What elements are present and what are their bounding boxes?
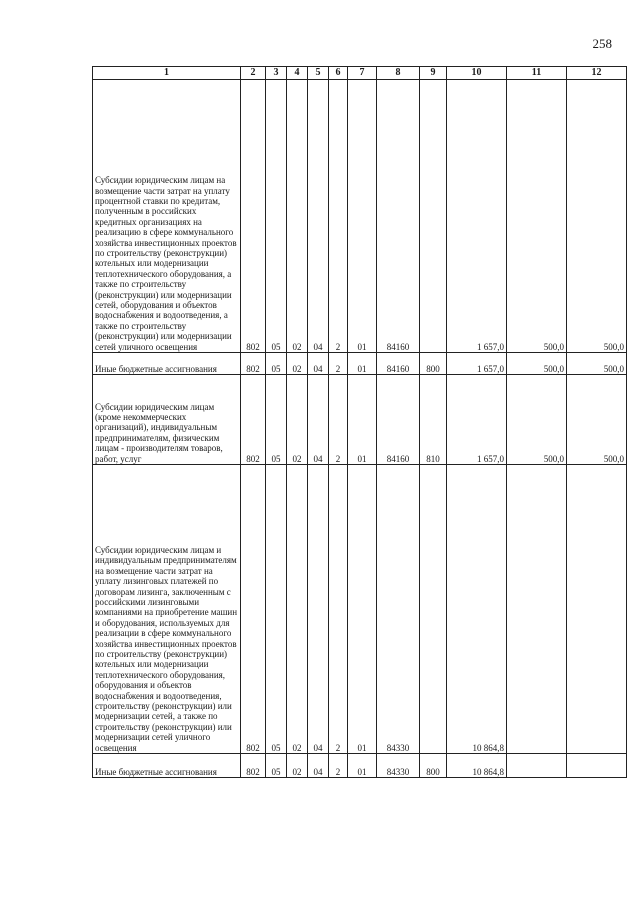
header-row — [93, 67, 627, 80]
cell-code: 02 — [287, 465, 308, 754]
header-cell: 9 — [420, 67, 447, 80]
cell-code: 802 — [241, 754, 266, 778]
cell-code — [420, 80, 447, 353]
cell-amount: 500,0 — [567, 375, 627, 465]
cell-amount: 500,0 — [507, 80, 567, 353]
header-cell: 11 — [507, 67, 567, 80]
cell-code: 04 — [308, 80, 329, 353]
cell-code: 01 — [348, 375, 377, 465]
cell-code: 05 — [266, 353, 287, 375]
cell-code: 84160 — [377, 375, 420, 465]
cell-amount — [567, 465, 627, 754]
cell-code: 04 — [308, 465, 329, 754]
page-number: 258 — [592, 36, 612, 51]
cell-code — [420, 465, 447, 754]
header-cell: 7 — [348, 67, 377, 80]
cell-code: 01 — [348, 353, 377, 375]
cell-code: 02 — [287, 353, 308, 375]
cell-code: 84330 — [377, 754, 420, 778]
table-row — [93, 465, 627, 754]
cell-code: 04 — [308, 353, 329, 375]
cell-code: 05 — [266, 80, 287, 353]
cell-code: 2 — [329, 353, 348, 375]
cell-code: 802 — [241, 80, 266, 353]
cell-amount: 1 657,0 — [447, 375, 507, 465]
cell-amount — [507, 465, 567, 754]
row-name: Иные бюджетные ассигнования — [93, 353, 241, 375]
cell-code: 84330 — [377, 465, 420, 754]
cell-code: 84160 — [377, 80, 420, 353]
header-cell: 4 — [287, 67, 308, 80]
cell-code: 01 — [348, 80, 377, 353]
cell-code: 05 — [266, 754, 287, 778]
cell-code: 802 — [241, 465, 266, 754]
table-row — [93, 375, 627, 465]
cell-code: 02 — [287, 80, 308, 353]
header-cell: 8 — [377, 67, 420, 80]
cell-code: 02 — [287, 375, 308, 465]
cell-code: 02 — [287, 754, 308, 778]
cell-code: 01 — [348, 465, 377, 754]
header-cell: 3 — [266, 67, 287, 80]
cell-code: 2 — [329, 375, 348, 465]
row-name: Субсидии юридическим лицам на возмещение части затрат на уплату процентной ставки по кредитам, полученным в российских кредитных организациях на реализацию в сфере коммунального хозяйства инвестиционных проектов по строительству (реконструкции) котельных или модернизации теплотехнического оборудования, а также по строительству (реконструкции) или модернизации сетей, оборудования и объектов водоснабжения и водоотведения, а также по строительству (реконструкции) или модернизации сетей уличного освещения — [93, 80, 241, 353]
cell-code: 2 — [329, 465, 348, 754]
header-cell: 10 — [447, 67, 507, 80]
cell-amount — [507, 754, 567, 778]
cell-amount: 10 864,8 — [447, 465, 507, 754]
header-cell: 2 — [241, 67, 266, 80]
cell-code: 810 — [420, 375, 447, 465]
table-row — [93, 353, 627, 375]
header-cell: 12 — [567, 67, 627, 80]
cell-code: 04 — [308, 754, 329, 778]
budget-table — [92, 66, 627, 778]
cell-code: 01 — [348, 754, 377, 778]
cell-amount: 1 657,0 — [447, 353, 507, 375]
table-row — [93, 754, 627, 778]
cell-amount: 1 657,0 — [447, 80, 507, 353]
cell-code: 2 — [329, 80, 348, 353]
cell-amount: 10 864,8 — [447, 754, 507, 778]
cell-amount: 500,0 — [567, 80, 627, 353]
header-cell: 5 — [308, 67, 329, 80]
cell-amount — [567, 754, 627, 778]
header-cell: 1 — [93, 67, 241, 80]
cell-amount: 500,0 — [507, 353, 567, 375]
cell-code: 05 — [266, 465, 287, 754]
row-name: Иные бюджетные ассигнования — [93, 754, 241, 778]
cell-code: 802 — [241, 375, 266, 465]
row-name: Субсидии юридическим лицам и индивидуальным предпринимателям на возмещение части затрат на уплату лизинговых платежей по договорам лизинга, заключенным с российскими лизинговыми компаниями на приобретение машин и оборудования, используемых для реализации в сфере коммунального хозяйства инвестиционных проектов по строительству (реконструкции) котельных или модернизации теплотехнического оборудования, оборудования и объектов водоснабжения и водоотведения, строительству (реконструкции) или модернизации сетей, а также по строительству (реконструкции) или модернизации сетей уличного освещения — [93, 465, 241, 754]
row-name: Субсидии юридическим лицам (кроме некоммерческих организаций), индивидуальным предпринимателям, физическим лицам - производителям товаров, работ, услуг — [93, 375, 241, 465]
cell-code: 800 — [420, 353, 447, 375]
cell-amount: 500,0 — [507, 375, 567, 465]
cell-code: 800 — [420, 754, 447, 778]
cell-code: 2 — [329, 754, 348, 778]
header-cell: 6 — [329, 67, 348, 80]
cell-code: 802 — [241, 353, 266, 375]
cell-code: 04 — [308, 375, 329, 465]
cell-code: 05 — [266, 375, 287, 465]
cell-amount: 500,0 — [567, 353, 627, 375]
cell-code: 84160 — [377, 353, 420, 375]
table-row — [93, 80, 627, 353]
